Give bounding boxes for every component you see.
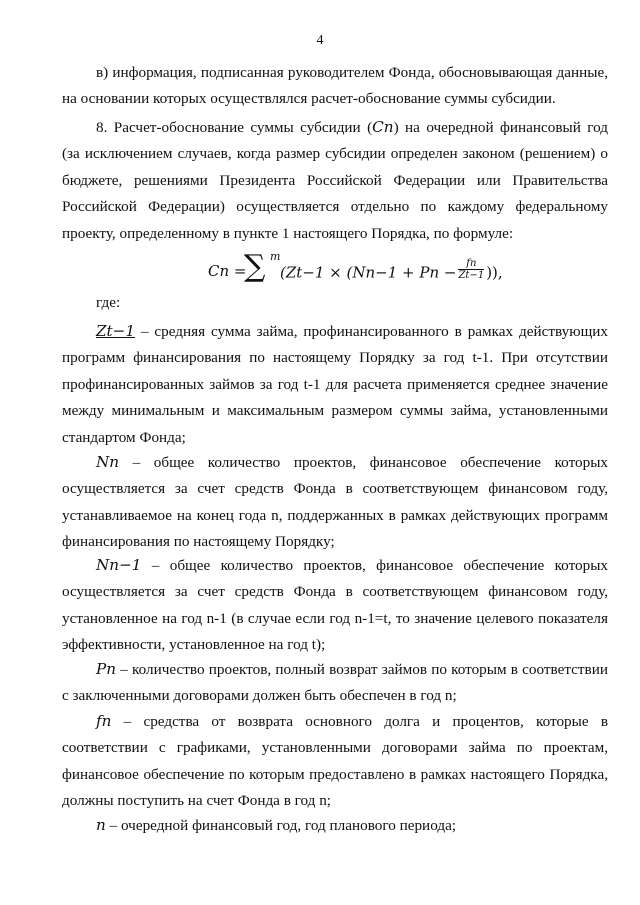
formula-fraction (458, 258, 484, 281)
definition-pn (62, 656, 608, 710)
definition-nn (62, 449, 608, 556)
subsidy-formula (200, 249, 503, 290)
definition-nn1-text: – общее количество проектов, финансовое обеспечение которых осуществляется за счет средств Фонда в соответствующем финансовом году, установленное на год n-1 (в случае если год n-1=t, то значение целевого показателя эффективности, установленное на год t); (62, 557, 608, 654)
paragraph-v-text: в) информация, подписанная руководителем Фонда, обосновывающая данные, на основании которых осуществлялся расчет-обоснование суммы субсидии. (62, 64, 608, 108)
formula-body (280, 258, 503, 285)
paragraph-8 (62, 114, 608, 247)
formula-lhs: Cn = (208, 262, 247, 280)
formula-body-a: (Zt−1 × (Nn−1 + Pn − (280, 263, 457, 282)
symbol-cn: Cn (372, 118, 394, 136)
definition-nn1 (62, 552, 608, 659)
paragraph-8-prefix: 8. Расчет-обоснование суммы субсидии ( (96, 119, 373, 136)
fraction-numerator: fn (458, 258, 484, 270)
definition-z-symbol: Zt−1 (96, 322, 136, 340)
fraction-denominator: Zt−1 (458, 270, 485, 281)
definition-nn-text: – общее количество проектов, финансовое обеспечение которых осуществляется за счет средств Фонда в соответствующем финансовом году, устанавливаемое на конец года n, поддержанных в рамках действующих программ финансирования по настоящему Порядку; (62, 454, 608, 551)
definition-nn-symbol: Nn (96, 453, 120, 471)
page-number: 4 (316, 33, 324, 48)
paragraph-v (62, 60, 608, 113)
sum-sign: ∑ (244, 249, 266, 284)
formula-body-b: )), (486, 263, 503, 282)
sum-upper-limit: m (270, 250, 281, 263)
definition-z-text: – средняя сумма займа, профинансированного в рамках действующих программ финансирования по настоящему Порядку за год t-1. При отсутствии профинансированных займов за год t-1 для расчета применяется среднее значение между минимальным и максимальным размером суммы займа, установленными стандартом Фонда; (62, 323, 608, 446)
definition-pn-symbol: Pn (96, 660, 117, 678)
definition-fn-symbol: fn (96, 712, 112, 730)
where-label-paragraph (62, 290, 608, 316)
definition-n-text: – очередной финансовый год, год планового периода; (105, 817, 457, 834)
definition-n-symbol: n (96, 816, 106, 834)
definition-pn-text: – количество проектов, полный возврат займов по которым в соответствии с заключенными договорами должен быть обеспечен в год n; (62, 661, 608, 705)
paragraph-8-suffix: ) на очередной финансовый год (за исключением случаев, когда размер субсидии определен законом (решением) о бюджете, решениями Президента Российской Федерации или Правительства Российской Федерации) осуществляется отдельно по каждому федеральному проекту, определенному в пункте 1 настоящего Порядка, по формуле: (62, 119, 608, 242)
where-label: где: (96, 294, 121, 311)
definition-z (62, 318, 608, 451)
definition-fn-text: – средства от возврата основного долга и процентов, которые в соответствии с графиками, установленными договорами займа по проектам, финансовое обеспечение по которым предоставлено в рамках настоящего Порядка, должны поступить на счет Фонда в год n; (62, 713, 608, 810)
definition-fn (62, 708, 608, 815)
definition-n (62, 812, 608, 839)
definition-nn1-symbol: Nn−1 (96, 556, 142, 574)
